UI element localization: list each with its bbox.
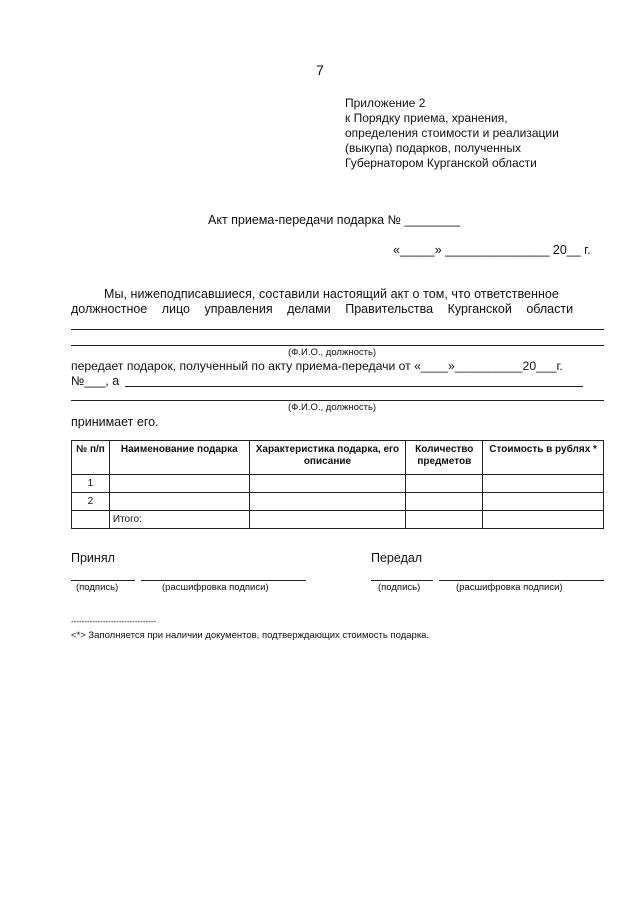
table-cell xyxy=(249,493,406,511)
fio-caption-2: (Ф.И.О., должность) xyxy=(288,402,377,413)
appendix-line: Губернатором Курганской области xyxy=(345,156,537,170)
table-header-cell: Количество предметов xyxy=(406,441,483,475)
fio-caption-1: (Ф.И.О., должность) xyxy=(288,347,377,358)
table-cell xyxy=(109,475,249,493)
table-row xyxy=(72,475,604,493)
transcript-line xyxy=(141,580,306,581)
appendix-line: (выкупа) подарков, полученных xyxy=(345,141,521,155)
table-cell xyxy=(109,493,249,511)
gifts-table xyxy=(71,440,604,529)
table-cell xyxy=(483,511,604,529)
fill-line xyxy=(71,400,604,401)
fill-line xyxy=(71,329,604,330)
table-cell xyxy=(483,493,604,511)
table-cell xyxy=(249,475,406,493)
signature-caption: (подпись) xyxy=(76,582,119,593)
signature-line xyxy=(71,580,135,581)
table-cell xyxy=(249,511,406,529)
body-line-2: должностное лицо управления делами Правительства Курганской области xyxy=(71,302,574,316)
page-number: 7 xyxy=(316,62,324,78)
table-cell: 1 xyxy=(72,475,110,493)
fill-line xyxy=(125,386,583,387)
appendix-line: Приложение 2 xyxy=(345,96,426,110)
table-header-cell: Характеристика подарка, его описание xyxy=(249,441,406,475)
signature-caption: (подпись) xyxy=(378,582,421,593)
signature-line xyxy=(371,580,433,581)
table-cell: Итого: xyxy=(109,511,249,529)
table-header-cell: № п/п xyxy=(72,441,110,475)
appendix-block xyxy=(345,96,559,171)
accepted-label: Принял xyxy=(71,551,115,565)
footnote-text: <*> Заполняется при наличии документов, подтверждающих стоимость подарка. xyxy=(71,630,430,641)
transcript-line xyxy=(439,580,604,581)
body-line-4: №___, а xyxy=(71,374,120,388)
table-header-row xyxy=(72,441,604,475)
table-row xyxy=(72,493,604,511)
footnote-rule: -------------------------------- xyxy=(71,617,157,626)
table-header-cell: Наименование подарка xyxy=(109,441,249,475)
transcript-caption: (расшифровка подписи) xyxy=(456,582,563,593)
appendix-line: к Порядку приема, хранения, xyxy=(345,111,508,125)
table-cell xyxy=(406,511,483,529)
body-line-5: принимает его. xyxy=(71,415,159,429)
act-title: Акт приема-передачи подарка № ________ xyxy=(208,213,461,227)
act-date-line: «_____» _______________ 20__ г. xyxy=(393,243,591,257)
appendix-line: определения стоимости и реализации xyxy=(345,126,559,140)
transcript-caption: (расшифровка подписи) xyxy=(162,582,269,593)
table-cell xyxy=(406,475,483,493)
table-row xyxy=(72,511,604,529)
fill-line xyxy=(71,345,604,346)
table-cell xyxy=(406,493,483,511)
table-cell xyxy=(483,475,604,493)
body-line-1: Мы, нижеподписавшиеся, составили настоящий акт о том, что ответственное xyxy=(104,287,559,301)
body-line-3: передает подарок, полученный по акту приема-передачи от «____»__________20___г. xyxy=(71,359,563,373)
table-cell: 2 xyxy=(72,493,110,511)
handed-label: Передал xyxy=(371,551,423,565)
table-cell xyxy=(72,511,110,529)
table-header-cell: Стоимость в рублях * xyxy=(483,441,604,475)
